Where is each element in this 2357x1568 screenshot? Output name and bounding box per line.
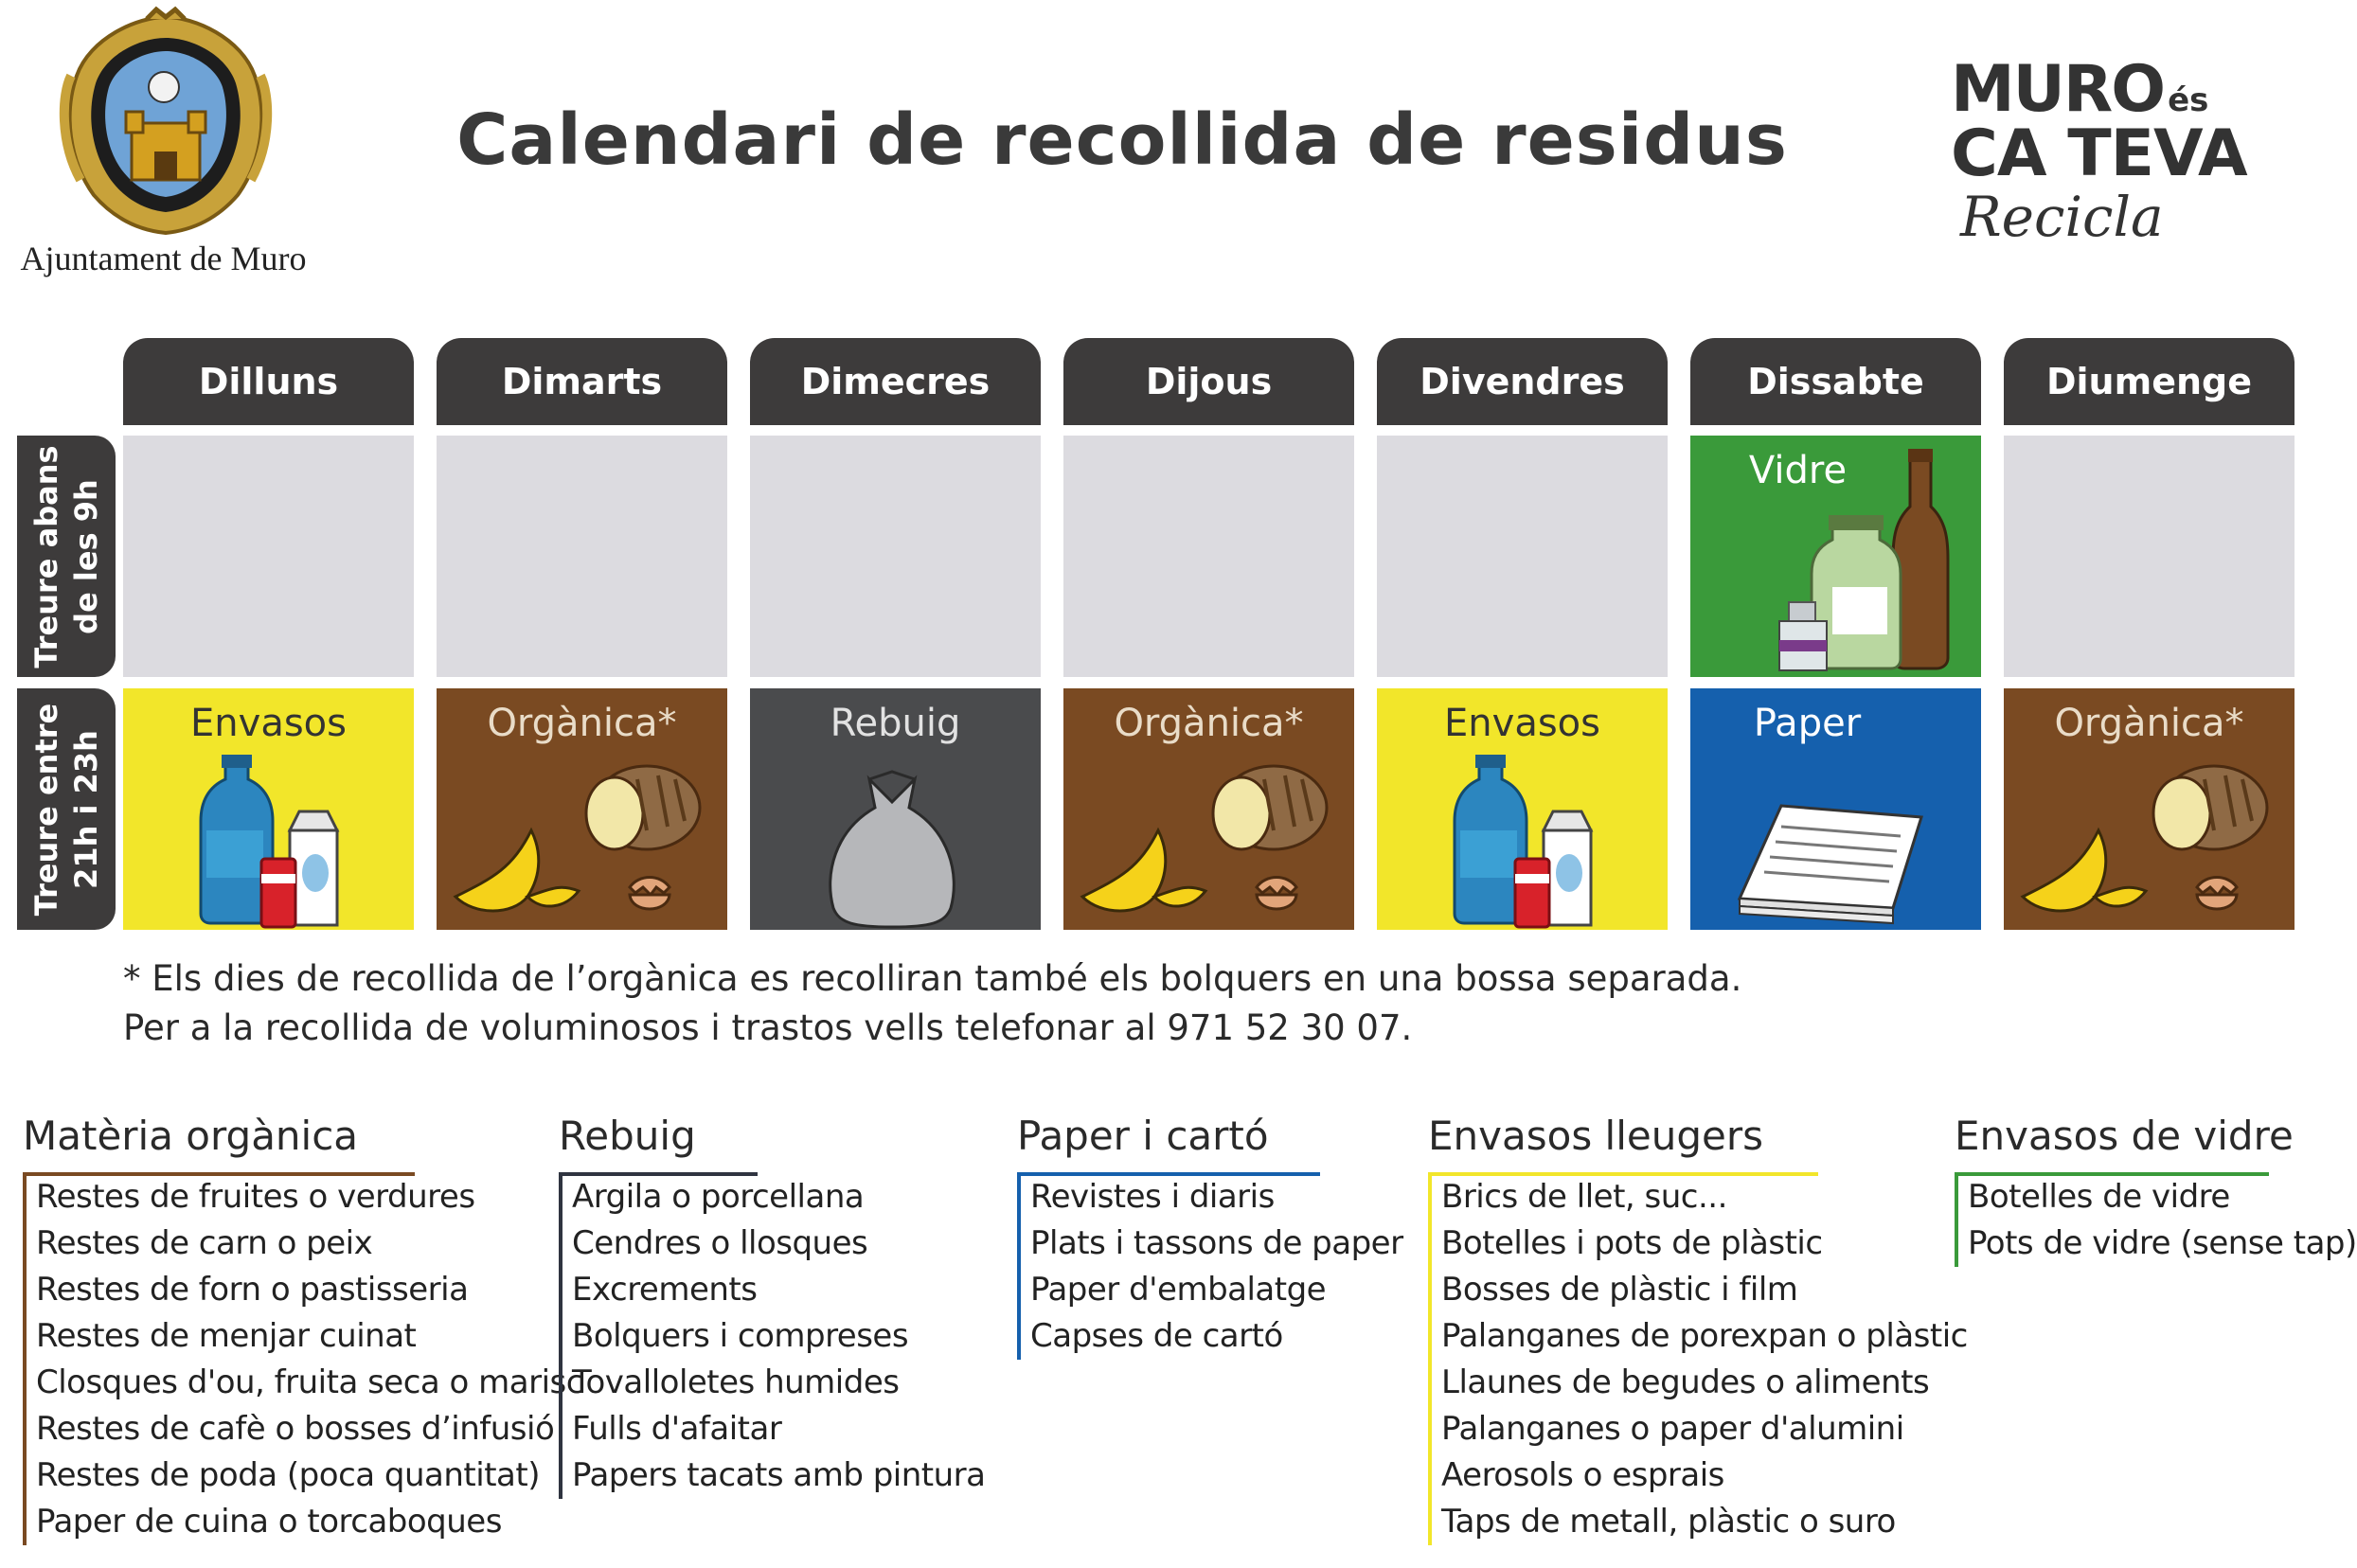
list-item: Cendres o llosques [572,1224,868,1262]
legend-list-envasos [1428,1174,1968,1545]
legend-title-rebuig: Rebuig [559,1113,696,1159]
evening-cell-dimecres-rebuig [750,688,1041,930]
list-item: Restes de menjar cuinat [36,1317,417,1355]
crest-caption: Ajuntament de Muro [20,240,307,277]
legend-title-organica: Matèria orgànica [23,1113,359,1159]
organic-waste-icon [1063,688,1354,930]
envasos-label: Envasos [190,702,347,745]
list-item: Tovalloletes humides [572,1363,900,1401]
organica-label: Orgànica* [2054,702,2244,745]
morning-cell-dijous [1063,436,1354,677]
trash-bag-icon [750,688,1041,930]
note-organica: * Els dies de recollida de l’orgànica es recolliran també els bolquers en una bossa separada. [123,958,1742,999]
row-label-morning: Treure abans de les 9h [17,436,116,677]
packaging-icon [123,688,414,930]
organic-waste-icon [437,688,727,930]
brand-line-2: CA TEVA [1951,116,2247,191]
brand-line-3: Recicla [1960,185,2164,249]
list-item: Bosses de plàstic i film [1441,1271,1798,1309]
brand-line-1: MURO és [1951,52,2209,127]
evening-cell-dissabte-paper [1690,688,1981,930]
list-item: Aerosols o esprais [1441,1456,1724,1494]
morning-cell-dimarts [437,436,727,677]
list-item: Restes de fruites o verdures [36,1178,475,1216]
organica-label: Orgànica* [487,702,677,745]
day-header-dimecres: Dimecres [750,338,1041,425]
list-item: Capses de cartó [1030,1317,1283,1355]
list-item: Excrements [572,1271,758,1309]
municipal-crest-icon [52,9,279,237]
envasos-label: Envasos [1444,702,1600,745]
legend-title-paper: Paper i cartó [1017,1113,1269,1159]
legend-title-vidre: Envasos de vidre [1955,1113,2294,1159]
day-header-dimarts: Dimarts [437,338,727,425]
vidre-label: Vidre [1748,449,1848,492]
paper-label: Paper [1753,702,1862,745]
morning-cell-dimecres [750,436,1041,677]
day-header-dilluns: Dilluns [123,338,414,425]
list-item: Restes de cafè o bosses d’infusió [36,1410,555,1448]
legend-list-organica [23,1174,583,1545]
morning-cell-diumenge [2004,436,2295,677]
legend-list-vidre [1955,1174,2357,1267]
list-item: Taps de metall, plàstic o suro [1441,1503,1896,1541]
day-header-divendres: Divendres [1377,338,1668,425]
day-header-diumenge: Diumenge [2004,338,2295,425]
list-item: Plats i tassons de paper [1030,1224,1403,1262]
glass-bottles-icon [1690,436,1981,677]
packaging-icon [1377,688,1668,930]
list-item: Brics de llet, suc... [1441,1178,1727,1216]
list-item: Botelles i pots de plàstic [1441,1224,1823,1262]
evening-cell-dijous-organica [1063,688,1354,930]
row-label-evening: Treure entre 21h i 23h [17,688,116,930]
legend-title-envasos: Envasos lleugers [1428,1113,1764,1159]
list-item: Restes de forn o pastisseria [36,1271,469,1309]
day-header-dijous: Dijous [1063,338,1354,425]
list-item: Llaunes de begudes o aliments [1441,1363,1930,1401]
list-item: Paper d'embalatge [1030,1271,1327,1309]
day-header-dissabte: Dissabte [1690,338,1981,425]
legend-list-rebuig [559,1174,985,1499]
list-item: Fulls d'afaitar [572,1410,782,1448]
organica-label: Orgànica* [1114,702,1304,745]
list-item: Closques d'ou, fruita seca o marisc [36,1363,583,1401]
organic-waste-icon [2004,688,2295,930]
evening-cell-divendres-envasos [1377,688,1668,930]
campaign-logo [1951,52,2301,251]
evening-cell-dimarts-organica [437,688,727,930]
morning-cell-dilluns [123,436,414,677]
list-item: Revistes i diaris [1030,1178,1275,1216]
note-voluminosos: Per a la recollida de voluminosos i trastos vells telefonar al 971 52 30 07. [123,1007,1413,1048]
list-item: Palanganes o paper d'alumini [1441,1410,1904,1448]
list-item: Paper de cuina o torcaboques [36,1503,502,1541]
list-item: Pots de vidre (sense tap) [1968,1224,2357,1262]
morning-cell-dissabte-vidre [1690,436,1981,677]
list-item: Botelles de vidre [1968,1178,2230,1216]
rebuig-label: Rebuig [830,702,961,745]
list-item: Argila o porcellana [572,1178,865,1216]
evening-cell-diumenge-organica [2004,688,2295,930]
page-title: Calendari de recollida de residus [456,99,1788,181]
evening-cell-dilluns-envasos [123,688,414,930]
paper-stack-icon [1690,688,1981,930]
list-item: Restes de poda (poca quantitat) [36,1456,540,1494]
list-item: Papers tacats amb pintura [572,1456,986,1494]
legend-list-paper [1017,1174,1403,1360]
list-item: Restes de carn o peix [36,1224,373,1262]
list-item: Palanganes de porexpan o plàstic [1441,1317,1968,1355]
list-item: Bolquers i compreses [572,1317,909,1355]
